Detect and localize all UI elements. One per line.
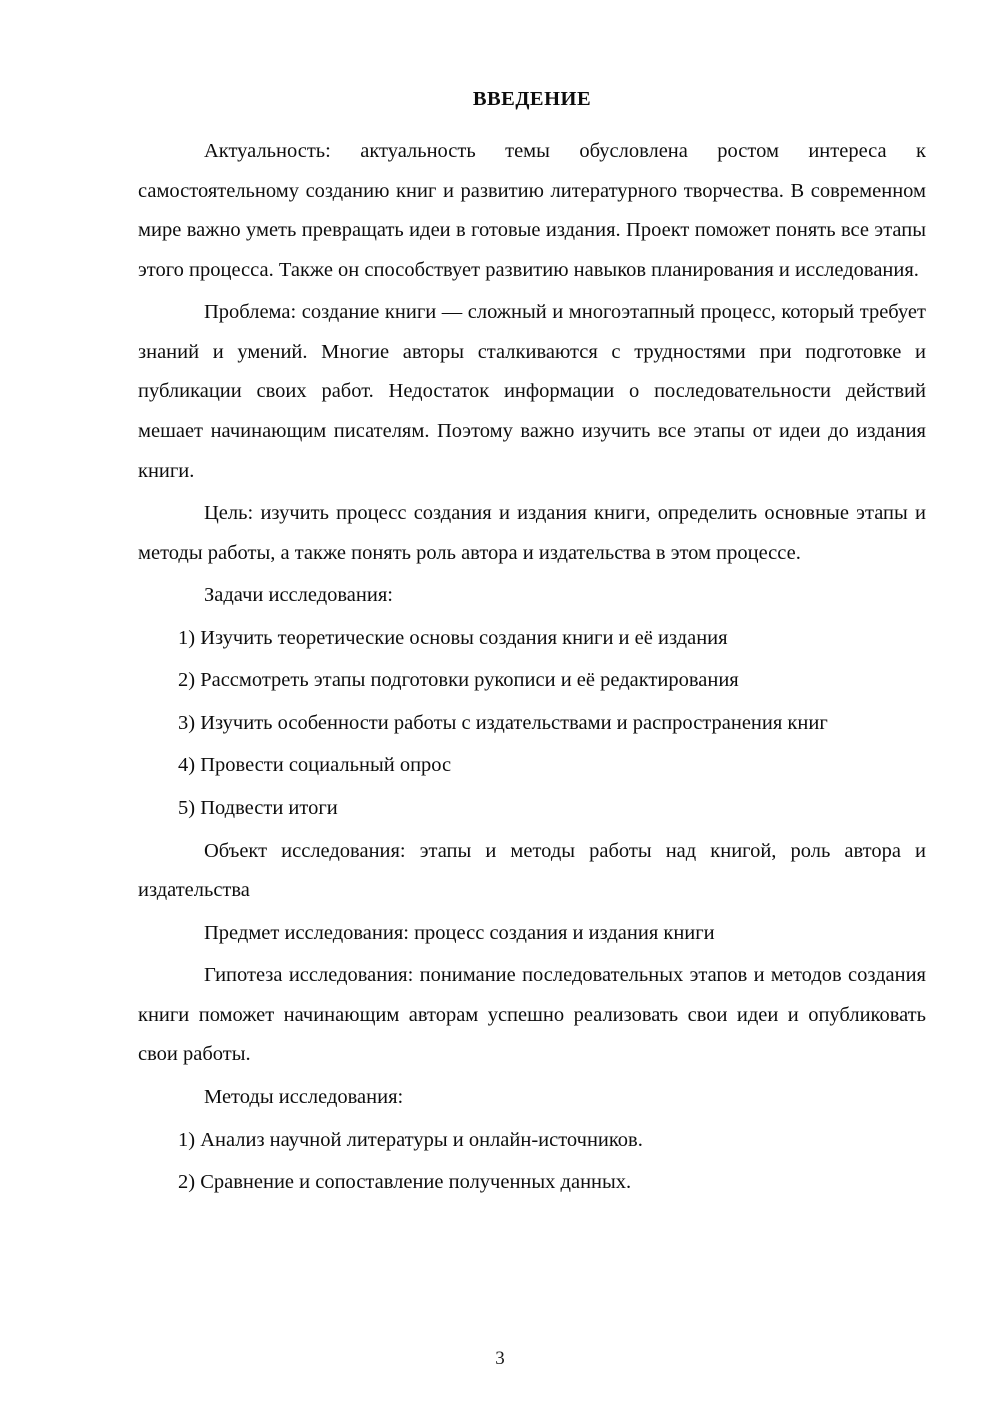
paragraph-tasks-heading: Задачи исследования: bbox=[204, 584, 393, 607]
task-item-1: 1) Изучить теоретические основы создания книги и её издания bbox=[178, 626, 728, 649]
paragraph-relevance: Актуальность: актуальность темы обусловлена ростом интереса к самостоятельному созданию книг и развитию литературного творчества. В современном мире важно уметь превращать идеи в готовые издания. Проект поможет понять все этапы этого процесса. Также он способствует развитию навыков планирования и исследования. bbox=[138, 140, 926, 281]
task-item-2: 2) Рассмотреть этапы подготовки рукописи и её редактирования bbox=[178, 669, 739, 692]
paragraph-hypothesis: Гипотеза исследования: понимание последовательных этапов и методов создания книги поможет начинающим авторам успешно реализовать свои идеи и опубликовать свои работы. bbox=[138, 964, 926, 1066]
method-item-2: 2) Сравнение и сопоставление полученных данных. bbox=[178, 1171, 632, 1194]
paragraph-goal: Цель: изучить процесс создания и издания книги, определить основные этапы и методы работы, а также понять роль автора и издательства в этом процессе. bbox=[138, 502, 926, 564]
page-number: 3 bbox=[495, 1348, 505, 1369]
paragraph-subject: Предмет исследования: процесс создания и издания книги bbox=[204, 921, 715, 944]
document-body bbox=[138, 132, 926, 1203]
task-item-3: 3) Изучить особенности работы с издательствами и распространения книг bbox=[178, 711, 828, 734]
paragraph-methods-heading: Методы исследования: bbox=[204, 1085, 404, 1108]
paragraph-object: Объект исследования: этапы и методы работы над книгой, роль автора и издательства bbox=[138, 839, 926, 902]
page-title: ВВЕДЕНИЕ bbox=[472, 88, 592, 110]
task-item-4: 4) Провести социальный опрос bbox=[178, 754, 452, 777]
method-item-1: 1) Анализ научной литературы и онлайн-источников. bbox=[178, 1128, 643, 1151]
paragraph-problem: Проблема: создание книги — сложный и многоэтапный процесс, который требует знаний и умений. Многие авторы сталкиваются с трудностями при подготовке и публикации своих работ. Недостаток информации о последовательности действий мешает начинающим писателям. Поэтому важно изучить все этапы от идеи до издания книги. bbox=[138, 301, 926, 482]
task-item-5: 5) Подвести итоги bbox=[178, 797, 338, 819]
